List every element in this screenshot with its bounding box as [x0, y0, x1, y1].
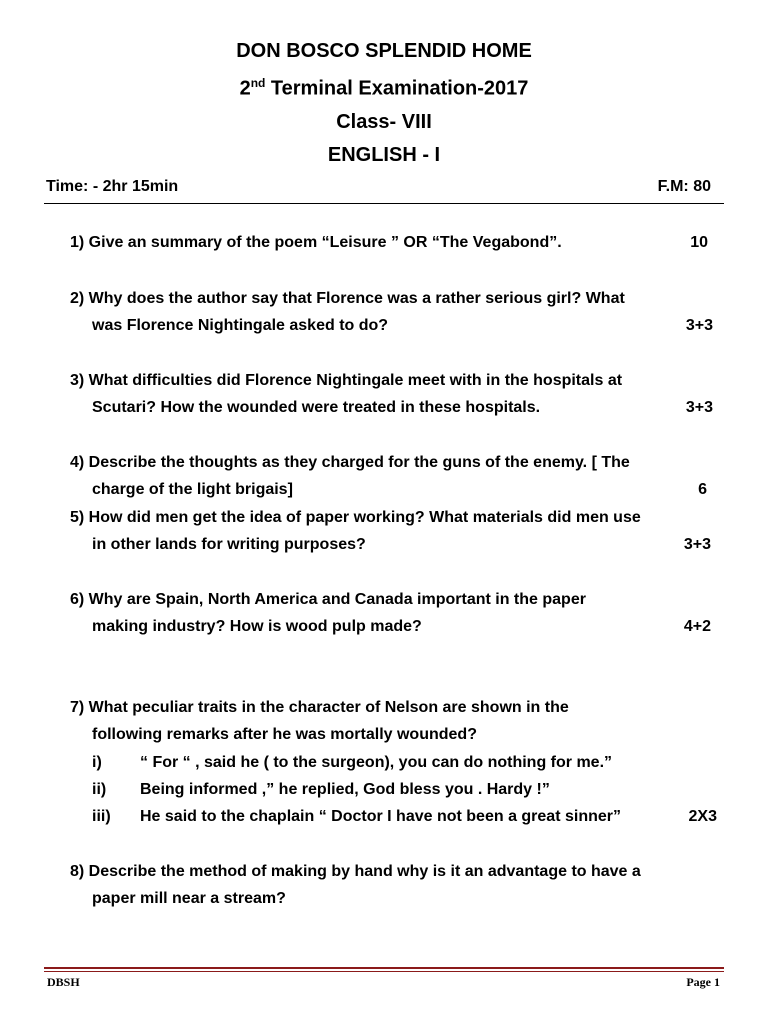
q7-sub-ii-num: ii) [92, 781, 107, 798]
q3-marks: 3+3 [685, 399, 713, 416]
q7-sub-iii-text: He said to the chaplain “ Doctor I have not been a great sinner” [140, 808, 621, 825]
exam-title [0, 76, 768, 101]
q2-line1: 2) Why does the author say that Florence was a rather serious girl? What [70, 290, 625, 307]
q4-marks: 6 [698, 481, 707, 498]
exam-ordinal-suffix: nd [250, 76, 266, 90]
q7-line1: 7) What peculiar traits in the character of Nelson are shown in the [70, 699, 569, 716]
q2-line2: was Florence Nightingale asked to do? [92, 317, 389, 334]
q6-marks: 4+2 [683, 618, 711, 635]
q3-line1: 3) What difficulties did Florence Nightingale meet with in the hospitals at [70, 372, 623, 389]
subject-label: ENGLISH - I [327, 144, 441, 166]
q7-sub-i-num: i) [92, 754, 102, 771]
time-label: Time: - 2hr 15min [46, 178, 179, 195]
footer-right: Page 1 [686, 975, 720, 989]
q4-line2: charge of the light brigais] [92, 481, 293, 498]
full-marks: F.M: 80 [657, 178, 711, 195]
q8-line1: 8) Describe the method of making by hand why is it an advantage to have a [70, 863, 641, 880]
class-label: Class- VIII [336, 111, 432, 133]
footer-rule-thin [44, 971, 724, 972]
q7-sub-iii-num: iii) [92, 808, 111, 825]
q7-line2: following remarks after he was mortally wounded? [92, 726, 477, 743]
q6-line2: making industry? How is wood pulp made? [92, 618, 422, 635]
q1-marks: 10 [690, 234, 708, 251]
q7-marks: 2X3 [688, 808, 717, 825]
q6-line1: 6) Why are Spain, North America and Canada important in the paper [70, 591, 586, 608]
footer-rule-thick [44, 967, 724, 969]
q7-sub-i-text: “ For “ , said he ( to the surgeon), you can do nothing for me.” [140, 754, 613, 771]
q5-marks: 3+3 [683, 536, 711, 553]
q5-line1: 5) How did men get the idea of paper working? What materials did men use [70, 509, 641, 526]
footer-left: DBSH [47, 975, 80, 989]
q8-line2: paper mill near a stream? [92, 890, 286, 907]
q1-line1: 1) Give an summary of the poem “Leisure ” OR “The Vegabond”. [70, 234, 562, 251]
header-rule [44, 203, 724, 204]
q7-sub-ii-text: Being informed ,” he replied, God bless you . Hardy !” [140, 781, 550, 798]
exam-title-text: Terminal Examination-2017 [270, 77, 529, 100]
q5-line2: in other lands for writing purposes? [92, 536, 366, 553]
q2-marks: 3+3 [685, 317, 713, 334]
q3-line2: Scutari? How the wounded were treated in these hospitals. [92, 399, 541, 416]
exam-ordinal: 2 [239, 77, 251, 100]
q4-line1: 4) Describe the thoughts as they charged for the guns of the enemy. [ The [70, 454, 630, 471]
school-name: DON BOSCO SPLENDID HOME [236, 40, 532, 62]
